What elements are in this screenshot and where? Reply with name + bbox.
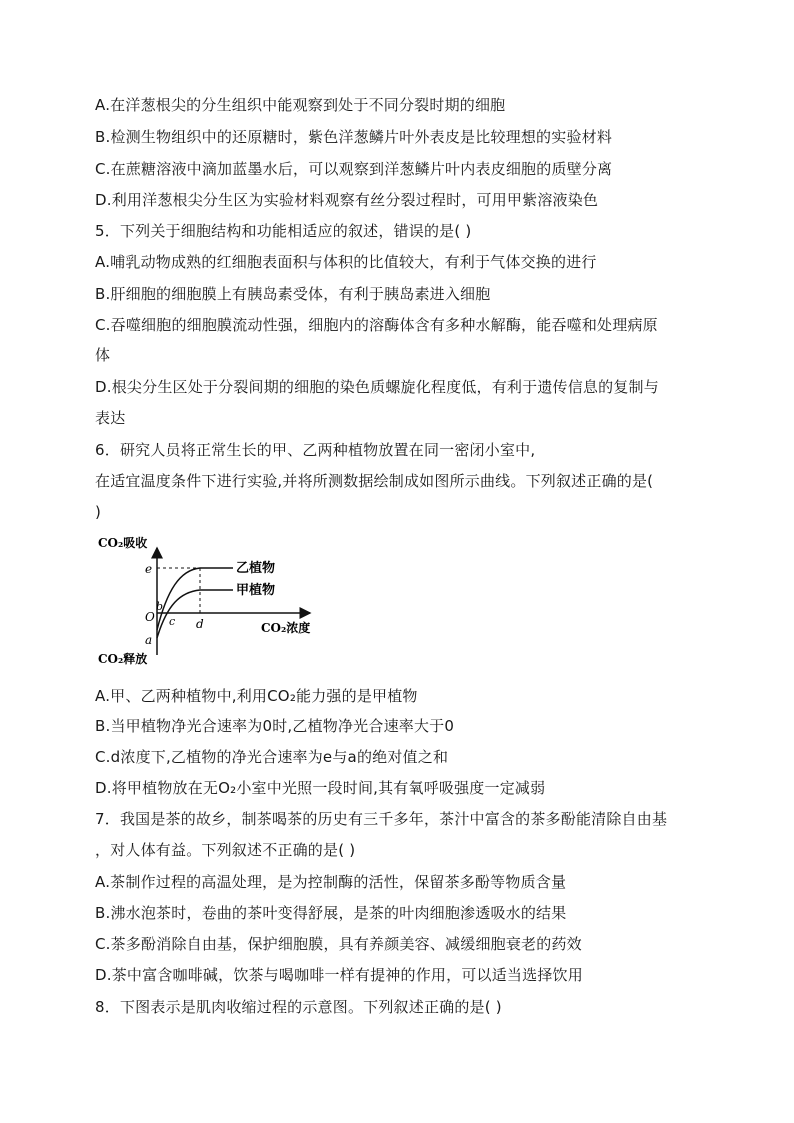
- q7-option-c: C.茶多酚消除自由基，保护细胞膜，具有养颜美容、减缓细胞衰老的药效: [95, 935, 582, 953]
- q4-option-c: C.在蔗糖溶液中滴加蓝墨水后，可以观察到洋葱鳞片叶内表皮细胞的质壁分离: [95, 160, 613, 178]
- q7-stem: 7．我国是茶的故乡，制茶喝茶的历史有三千多年，茶汁中富含的茶多酚能清除自由基: [95, 810, 668, 828]
- q5-option-b: B.肝细胞的细胞膜上有胰岛素受体，有利于胰岛素进入细胞: [95, 285, 491, 303]
- y-axis-bottom-label: CO₂释放: [98, 652, 148, 666]
- q6-option-a: A.甲、乙两种植物中,利用CO₂能力强的是甲植物: [95, 687, 418, 705]
- x-axis-label: CO₂浓度: [261, 621, 311, 635]
- q4-option-b: B.检测生物组织中的还原糖时，紫色洋葱鳞片叶外表皮是比较理想的实验材料: [95, 128, 613, 146]
- point-e-label: e: [145, 562, 153, 576]
- q5-option-d-cont: 表达: [95, 409, 126, 427]
- origin-label: O: [145, 610, 155, 624]
- co2-curve-figure: [95, 530, 335, 675]
- q5-option-c-cont: 体: [95, 346, 111, 364]
- curve-jia-label: 甲植物: [236, 583, 276, 598]
- y-axis-top-label: CO₂吸收: [98, 536, 148, 550]
- q6-option-c: C.d浓度下,乙植物的净光合速率为e与a的绝对值之和: [95, 748, 449, 766]
- q5-option-d: D.根尖分生区处于分裂间期的细胞的染色质螺旋化程度低，有利于遗传信息的复制与: [95, 378, 659, 396]
- q5-option-a: A.哺乳动物成熟的红细胞表面积与体积的比值较大，有利于气体交换的进行: [95, 253, 597, 271]
- q4-option-a: A.在洋葱根尖的分生组织中能观察到处于不同分裂时期的细胞: [95, 96, 506, 114]
- q8-stem: 8．下图表示是肌肉收缩过程的示意图。下列叙述正确的是( ): [95, 998, 502, 1016]
- point-d-label: d: [196, 617, 204, 631]
- q6-stem-3: ): [95, 503, 102, 521]
- q5-stem: 5．下列关于细胞结构和功能相适应的叙述，错误的是( ): [95, 222, 472, 240]
- point-b-label: b: [156, 600, 164, 613]
- q6-stem: 6．研究人员将正常生长的甲、乙两种植物放置在同一密闭小室中,: [95, 441, 536, 459]
- q5-option-c: C.吞噬细胞的细胞膜流动性强，细胞内的溶酶体含有多种水解酶，能吞噬和处理病原: [95, 316, 658, 334]
- q7-stem-2: ，对人体有益。下列叙述不正确的是( ): [95, 841, 356, 859]
- q6-option-d: D.将甲植物放在无O₂小室中光照一段时间,其有氧呼吸强度一定减弱: [95, 779, 546, 797]
- q6-stem-2: 在适宜温度条件下进行实验,并将所测数据绘制成如图所示曲线。下列叙述正确的是(: [95, 472, 654, 490]
- point-c-label: c: [169, 615, 176, 628]
- curve-yi-label: 乙植物: [236, 561, 276, 576]
- q4-option-d: D.利用洋葱根尖分生区为实验材料观察有丝分裂过程时，可用甲紫溶液染色: [95, 191, 599, 209]
- q7-option-d: D.茶中富含咖啡碱，饮茶与喝咖啡一样有提神的作用，可以适当选择饮用: [95, 966, 583, 984]
- q7-option-b: B.沸水泡茶时，卷曲的茶叶变得舒展，是茶的叶肉细胞渗透吸水的结果: [95, 904, 567, 922]
- point-a-label: a: [145, 633, 153, 647]
- q6-option-b: B.当甲植物净光合速率为0时,乙植物净光合速率大于0: [95, 717, 455, 735]
- q7-option-a: A.茶制作过程的高温处理，是为控制酶的活性，保留茶多酚等物质含量: [95, 873, 567, 891]
